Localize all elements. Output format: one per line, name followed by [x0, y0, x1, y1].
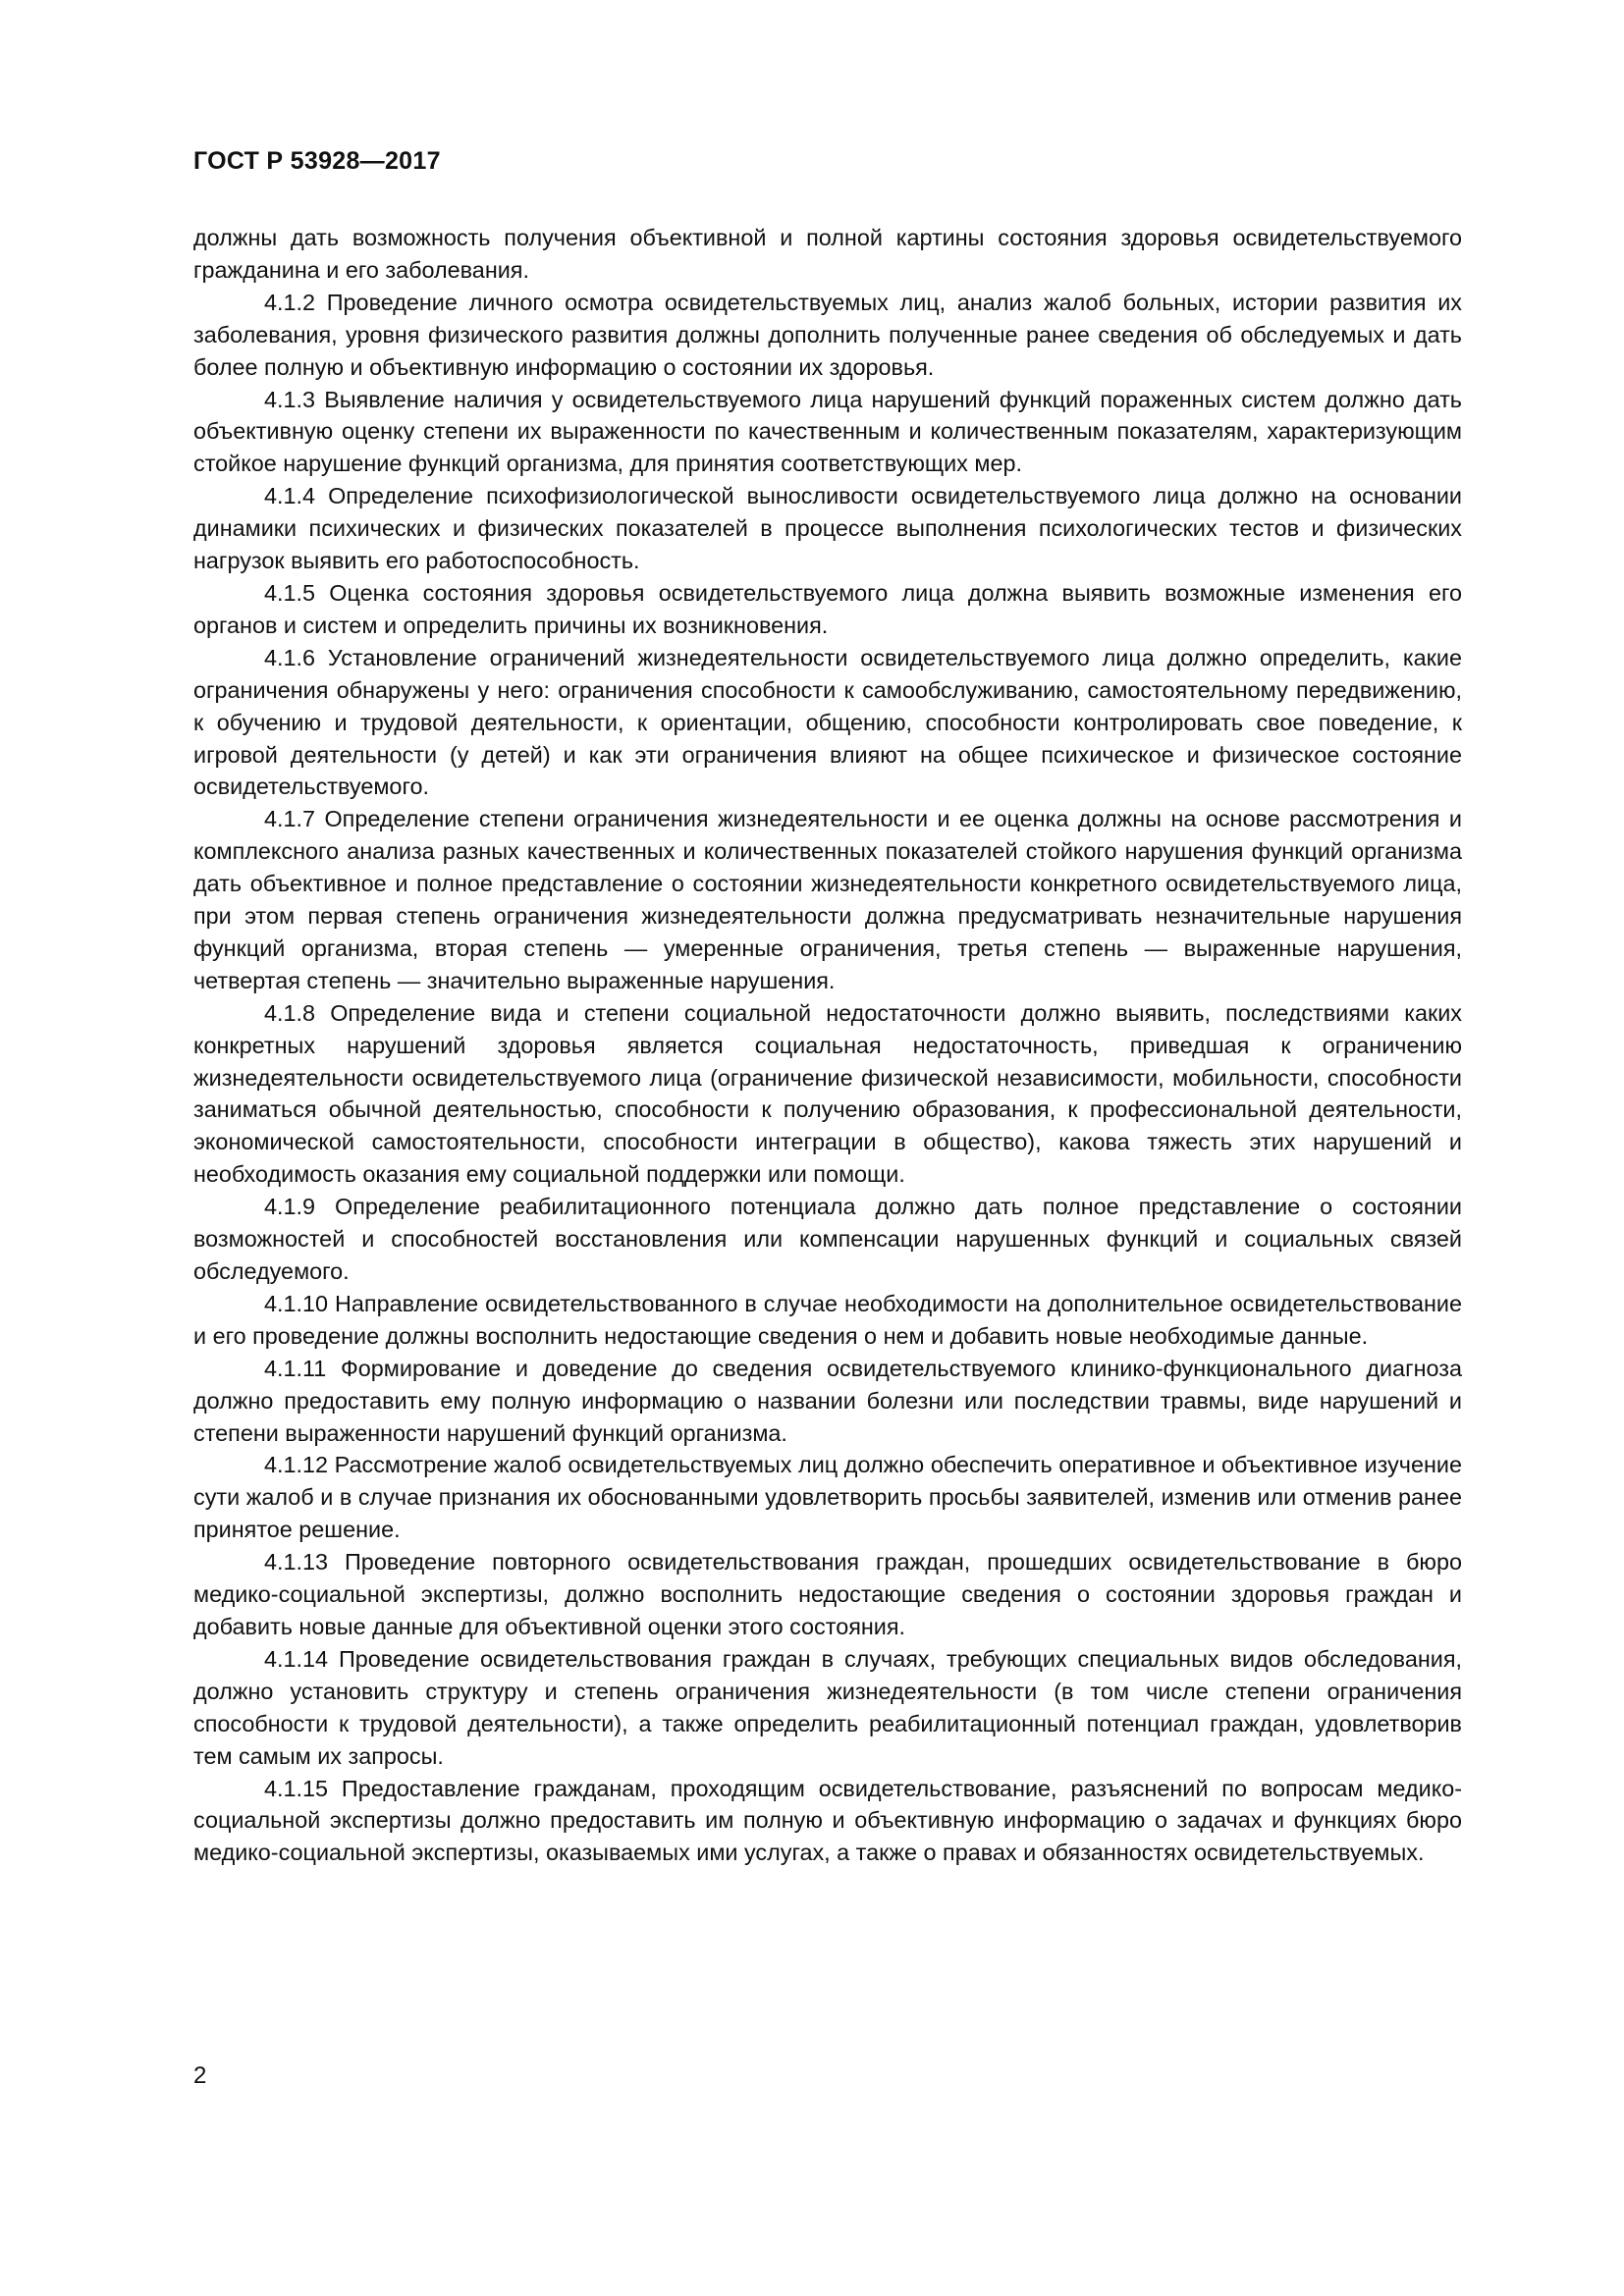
paragraph-4-1-8: 4.1.8 Определение вида и степени социальной недостаточности должно выявить, последствиями каких конкретных нарушений здоровья является социальная недостаточность, приведшая к ограничению жизнедеятельности освидетельствуемого лица (ограничение физической независимости, мобильности, способности заниматься обычной деятельностью, способности к получению образования, к профессиональной деятельности, экономической самостоятельности, способности интеграции в общество), какова тяжесть этих нарушений и необходимость оказания ему социальной поддержки или помощи.	[193, 999, 1462, 1188]
paragraph-4-1-2: 4.1.2 Проведение личного осмотра освидетельствуемых лиц, анализ жалоб больных, истории развития их заболевания, уровня физического развития должны дополнить полученные ранее сведения об обследуемых и дать более полную и объективную информацию о состоянии их здоровья.	[193, 289, 1462, 380]
paragraph-continuation: должны дать возможность получения объективной и полной картины состояния здоровья освидетельствуемого гражданина и его заболевания.	[193, 225, 1462, 283]
paragraph-4-1-11: 4.1.11 Формирование и доведение до сведения освидетельствуемого клинико-функционального диагноза должно предоставить ему полную информацию о названии болезни или последствии травмы, виде нарушений и степени выраженности нарушений функций организма.	[193, 1355, 1462, 1446]
paragraph-4-1-4: 4.1.4 Определение психофизиологической выносливости освидетельствуемого лица должно на основании динамики психических и физических показателей в процессе выполнения психологических тестов и физических нагрузок выявить его работоспособность.	[193, 483, 1462, 574]
paragraph-4-1-12: 4.1.12 Рассмотрение жалоб освидетельствуемых лиц должно обеспечить оперативное и объективное изучение сути жалоб и в случае признания их обоснованными удовлетворить просьбы заявителей, изменив или отменив ранее принятое решение.	[193, 1452, 1462, 1543]
paragraph-4-1-14: 4.1.14 Проведение освидетельствования граждан в случаях, требующих специальных видов обследования, должно установить структуру и степень ограничения жизнедеятельности (в том числе степени ограничения способности к трудовой деятельности), а также определить реабилитационный потенциал граждан, удовлетворив тем самым их запросы.	[193, 1645, 1462, 1769]
paragraph-4-1-5: 4.1.5 Оценка состояния здоровья освидетельствуемого лица должна выявить возможные изменения его органов и систем и определить причины их возникновения.	[193, 579, 1462, 638]
paragraph-4-1-7: 4.1.7 Определение степени ограничения жизнедеятельности и ее оценка должны на основе рассмотрения и комплексного анализа разных качественных и количественных показателей стойкого нарушения функций организма дать объективное и полное представление о состоянии жизнедеятельности конкретного освидетельствуемого лица, при этом первая степень ограничения жизнедеятельности должна предусматривать незначительные нарушения функций организма, вторая степень — умеренные ограничения, третья степень — выраженные нарушения, четвертая степень — значительно выраженные нарушения.	[193, 806, 1462, 993]
document-standard-id: ГОСТ Р 53928—2017	[193, 147, 441, 175]
paragraph-4-1-6: 4.1.6 Установление ограничений жизнедеятельности освидетельствуемого лица должно определить, какие ограничения обнаружены у него: ограничения способности к самообслуживанию, самостоятельному передвижению, к обучению и трудовой деятельности, к ориентации, общению, способности контролировать свое поведение, к игровой деятельности (у детей) и как эти ограничения влияют на общее психическое и физическое состояние освидетельствуемого.	[193, 644, 1462, 800]
paragraph-4-1-9: 4.1.9 Определение реабилитационного потенциала должно дать полное представление о состоянии возможностей и способностей восстановления или компенсации нарушенных функций и социальных связей обследуемого.	[193, 1194, 1462, 1284]
paragraph-4-1-10: 4.1.10 Направление освидетельствованного в случае необходимости на дополнительное освидетельствование и его проведение должны восполнить недостающие сведения о нем и добавить новые необходимые данные.	[193, 1290, 1462, 1349]
paragraph-4-1-15: 4.1.15 Предоставление гражданам, проходящим освидетельствование, разъяснений по вопросам медико-социальной экспертизы должно предоставить им полную и объективную информацию о задачах и функциях бюро медико-социальной экспертизы, оказываемых ими услугах, а также о правах и обязанностях освидетельствуемых.	[193, 1775, 1462, 1866]
paragraph-4-1-3: 4.1.3 Выявление наличия у освидетельствуемого лица нарушений функций пораженных систем должно дать объективную оценку степени их выраженности по качественным и количественным показателям, характеризующим стойкое нарушение функций организма, для принятия соответствующих мер.	[193, 386, 1462, 477]
paragraph-4-1-13: 4.1.13 Проведение повторного освидетельствования граждан, прошедших освидетельствование в бюро медико-социальной экспертизы, должно восполнить недостающие сведения о состоянии здоровья граждан и добавить новые данные для объективной оценки этого состояния.	[193, 1549, 1462, 1639]
page-number: 2	[193, 2062, 207, 2089]
document-body	[193, 222, 1462, 1869]
